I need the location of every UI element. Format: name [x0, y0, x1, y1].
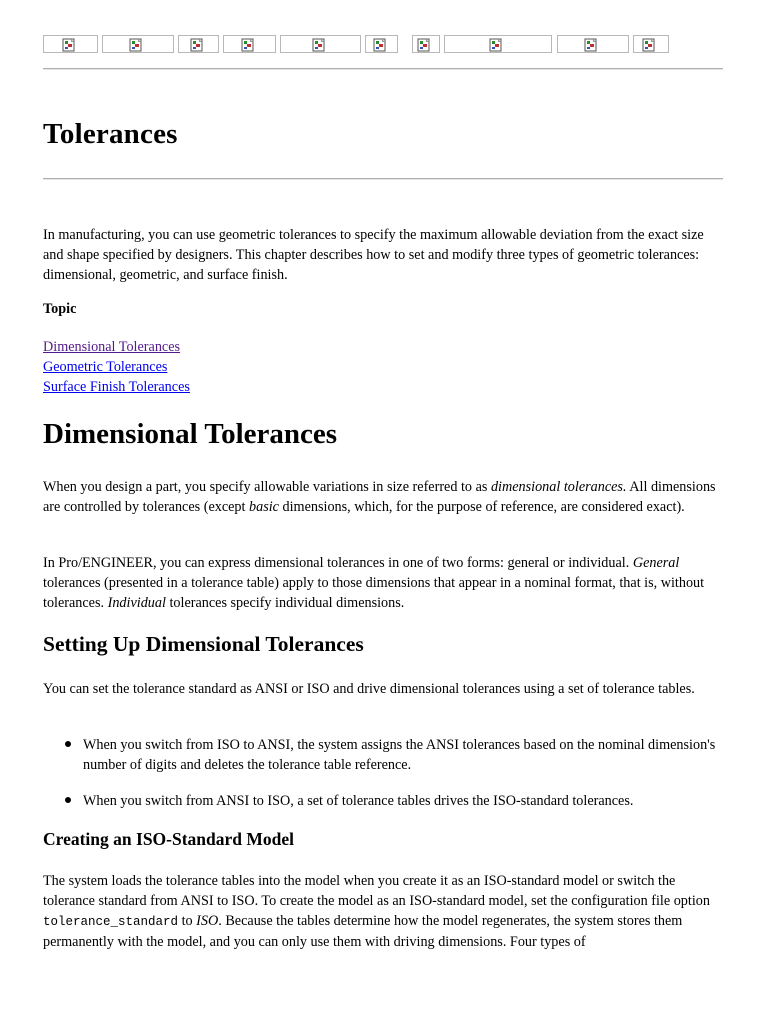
broken-image-icon — [373, 38, 387, 52]
text-run: tolerances (presented in a tolerance table) apply to those dimensions that appear in a nominal format, that is, without tolerances. — [43, 575, 705, 611]
nav-button-5[interactable] — [280, 35, 361, 53]
broken-image-icon — [417, 38, 431, 52]
text-run: . Because the tables determine how the model regenerates, the system stores them permanently with the model, and you can only use them with driving dimensions. Four types of — [43, 913, 683, 950]
page-title: Tolerances — [43, 118, 178, 150]
text-run: to — [178, 913, 197, 929]
link-dimensional-tolerances[interactable]: Dimensional Tolerances — [43, 339, 181, 355]
text-run: In Pro/ENGINEER, you can express dimensional tolerances in one of two forms: general or individual. — [43, 555, 633, 571]
emphasis: General — [632, 555, 680, 571]
bullet-dot — [65, 741, 71, 747]
config-option-code: tolerance_standard — [43, 915, 179, 929]
iso-model-paragraph — [43, 871, 723, 952]
broken-image-icon — [642, 38, 656, 52]
title-divider — [43, 178, 723, 180]
nav-button-7[interactable] — [412, 35, 440, 53]
broken-image-icon — [584, 38, 598, 52]
bullet-item-1: When you switch from ISO to ANSI, the system assigns the ANSI tolerances based on the nominal dimension's number of digits and deletes the tolerance table reference. — [83, 737, 716, 773]
nav-button-8[interactable] — [444, 35, 552, 53]
emphasis: Individual — [107, 595, 166, 611]
text-run: tolerances specify individual dimensions. — [165, 595, 405, 611]
setting-up-paragraph: You can set the tolerance standard as ANSI or ISO and drive dimensional tolerances using a set of tolerance tables. — [43, 681, 695, 697]
broken-image-icon — [489, 38, 503, 52]
topic-links — [43, 337, 190, 397]
broken-image-icon — [190, 38, 204, 52]
top-divider — [43, 68, 723, 70]
intro-paragraph: In manufacturing, you can use geometric tolerances to specify the maximum allowable deviation from the exact size and shape specified by designers. This chapter describes how to set and modify three types of geometric tolerances: dimensional, geometric, and surface finish. — [43, 227, 704, 283]
setting-up-heading: Setting Up Dimensional Tolerances — [43, 632, 364, 656]
link-geometric-tolerances[interactable]: Geometric Tolerances — [43, 359, 168, 375]
dimensional-paragraph-2 — [43, 553, 723, 613]
nav-button-6[interactable] — [365, 35, 398, 53]
nav-button-3[interactable] — [178, 35, 219, 53]
link-surface-finish-tolerances[interactable]: Surface Finish Tolerances — [43, 379, 190, 395]
nav-button-4[interactable] — [223, 35, 276, 53]
broken-image-icon — [129, 38, 143, 52]
nav-button-2[interactable] — [102, 35, 174, 53]
nav-button-9[interactable] — [557, 35, 629, 53]
broken-image-icon — [62, 38, 76, 52]
emphasis: ISO — [196, 913, 219, 929]
bullet-dot — [65, 797, 71, 803]
bullet-item-2: When you switch from ANSI to ISO, a set of tolerance tables drives the ISO-standard tolerances. — [83, 793, 634, 809]
emphasis: dimensional tolerances. — [490, 479, 627, 495]
broken-image-icon — [241, 38, 255, 52]
dimensional-paragraph-1 — [43, 477, 723, 517]
iso-model-heading: Creating an ISO-Standard Model — [43, 829, 295, 849]
text-run: When you design a part, you specify allowable variations in size referred to as — [43, 479, 491, 495]
broken-image-icon — [312, 38, 326, 52]
text-run: dimensions, which, for the purpose of reference, are considered exact). — [278, 499, 685, 515]
topic-label: Topic — [43, 301, 77, 317]
text-run: All dimensions are controlled by tolerances (except — [43, 479, 716, 515]
emphasis: basic — [249, 499, 279, 515]
nav-button-10[interactable] — [633, 35, 669, 53]
nav-button-1[interactable] — [43, 35, 98, 53]
dimensional-heading: Dimensional Tolerances — [43, 418, 338, 450]
text-run: The system loads the tolerance tables into the model when you create it as an ISO-standard model or switch the tolerance standard from ANSI to ISO. To create the model as an ISO-standard model, set the configuration file option — [43, 873, 710, 909]
